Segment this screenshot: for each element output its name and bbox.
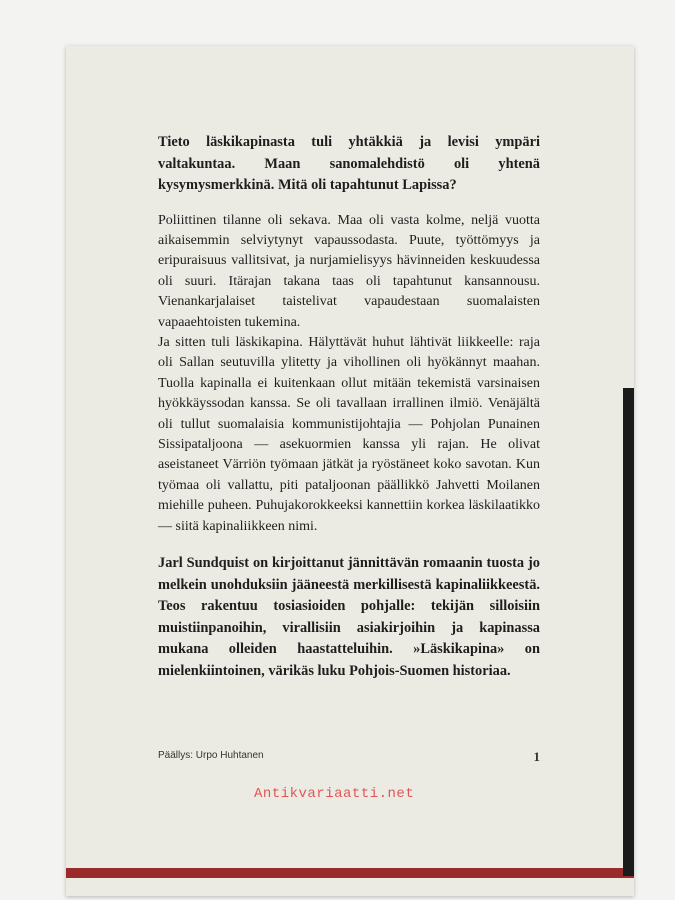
cover-credit: Päällys: Urpo Huhtanen [158, 750, 264, 761]
intro-paragraph: Tieto läskikapinasta tuli yhtäkkiä ja levisi ympäri valtakuntaa. Maan sanomalehdistö oli yhtenä kysymysmerkkinä. Mitä oli tapahtunut Lapissa? [158, 134, 540, 193]
closing-paragraph: Jarl Sundquist on kirjoittanut jännittävän romaanin tuosta jo melkein unohduksiin jääneestä merkillisestä kapinaliikkeestä. Teos rakentuu tosiasioiden pohjalle: tekijän silloisiin muistiinpanoihin, virallisiin asiakirjoihin ja kapinassa mukana olleiden haastatteluihin. »Läskikapina» on mielenkiintoinen, värikäs luku Pohjois-Suomen historiaa. [158, 555, 540, 679]
page-number: 1 [533, 749, 540, 764]
cover-edge-red [66, 868, 634, 878]
body-paragraph-2: Ja sitten tuli läskikapina. Hälyttävät huhut lähtivät liikkeelle: raja oli Sallan seutuvilla ylitetty ja vihollinen oli hyökännyt maahan. Tuolla kapinalla ei kuitenkaan ollut mitään tekemistä varsinaisen hyökkäyssodan kanssa. Se oli tavallaan irrallinen ilmiö. Venäjältä oli tullut suomalaisia kommunistijohtajia — Pohjolan Punainen Sissipataljoona — asekuormien kanssa yli rajan. He olivat aseistaneet Värriön työmaan jätkät ja ryöstäneet koko savotan. Kun työmaa oli vallattu, piti pataljoonan päällikkö Jahvetti Moilanen miehille puheen. Puhujakorokkeeksi kannettiin korkea läskilaatikko — siitä kapinaliikkeen nimi. [158, 334, 540, 534]
cover-edge-black [623, 388, 634, 876]
body-paragraph-1: Poliittinen tilanne oli sekava. Maa oli vasta kolme, neljä vuotta aikaisemmin selviytynyt vapaussodasta. Puute, työttömyys ja eripuraisuus vallitsivat, ja nurjamielisyys hävinneiden keskuudessa oli suuri. Itärajan takana taas oli tapahtunut kansannousu. Vienankarjalaiset taistelivat vapaudestaan suomalaisten vapaaehtoisten tukemina. [158, 212, 540, 330]
blurb-text [158, 132, 540, 682]
watermark: Antikvariaatti.net [254, 786, 415, 802]
cover-footer [158, 749, 540, 764]
